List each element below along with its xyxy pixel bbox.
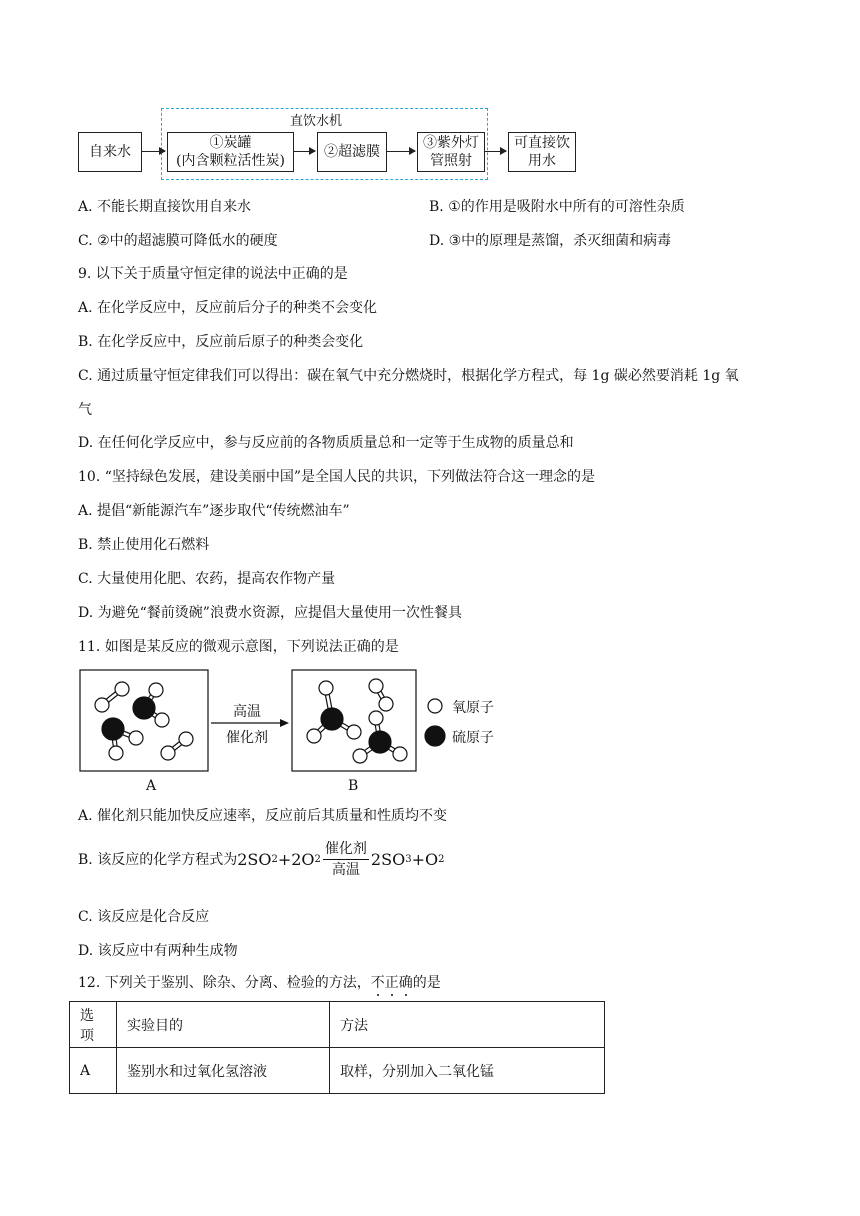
q10-option-b: B. 禁止使用化石燃料 — [78, 537, 210, 553]
box-carbon-tank: ①炭罐 (内含颗粒活性炭) — [167, 132, 294, 172]
q8-option-c: C. ②中的超滤膜可降低水的硬度 — [78, 233, 278, 249]
label-frame-a: A — [146, 778, 157, 794]
arrow-3 — [386, 151, 415, 152]
q12-options-table — [69, 1001, 605, 1094]
q11-option-d: D. 该反应中有两种生成物 — [78, 943, 238, 959]
table-row — [70, 1048, 605, 1094]
q11-option-b: B. 该反应的化学方程式为 2SO 2 +2O 2 $\frac{\text{催化剂}}{\text{高温}}$ 2SO 3 +O 2 — [78, 841, 445, 878]
box-drinkable-water: 可直接饮 用水 — [508, 132, 576, 172]
legend-oxygen-label: 氧原子 — [452, 700, 494, 716]
box-tap-water: 自来水 — [78, 132, 142, 172]
q12-stem: 12. 下列关于鉴别、除杂、分离、检验的方法，不正确的是 — [78, 975, 441, 991]
cell-purpose: 鉴别水和过氧化氢溶液 — [117, 1048, 330, 1094]
group-title: 直饮水机 — [290, 114, 343, 129]
table-header-row — [70, 1002, 605, 1048]
cell-method: 取样，分别加入二氧化锰 — [330, 1048, 605, 1094]
emphasis-char: 不 — [370, 975, 385, 991]
label-frame-b: B — [348, 778, 359, 794]
header-purpose: 实验目的 — [117, 1002, 330, 1048]
q8-option-d: D. ③中的原理是蒸馏，杀灭细菌和病毒 — [429, 233, 672, 249]
emphasis-char: 确 — [398, 975, 413, 991]
frame-before — [80, 670, 208, 771]
legend-sulfur-label: 硫原子 — [452, 730, 494, 746]
arrow-4 — [484, 151, 506, 152]
q9-stem: 9. 以下关于质量守恒定律的说法中正确的是 — [78, 266, 348, 282]
oxygen-atom-icon — [428, 699, 442, 713]
q10-option-a: A. 提倡“新能源汽车”逐步取代“传统燃油车” — [78, 503, 350, 519]
sulfur-atom-icon — [425, 726, 445, 746]
emphasis-char: 正 — [384, 975, 399, 991]
q10-stem: 10. “坚持绿色发展，建设美丽中国”是全国人民的共识，下列做法符合这一理念的是 — [78, 469, 596, 485]
header-option: 选项 — [70, 1002, 117, 1048]
box-ultrafilter: ②超滤膜 — [317, 132, 387, 172]
header-method: 方法 — [330, 1002, 605, 1048]
equation: 2SO 2 +2O 2 $\frac{\text{催化剂}}{\text{高温}}$ 2SO 3 +O 2 — [237, 841, 445, 878]
q9-option-c-line1: C. 通过质量守恒定律我们可以得出：碳在氧气中充分燃烧时，根据化学方程式，每 1g 碳必然要消耗 1g 氧 — [78, 368, 739, 384]
q10-option-d: D. 为避免“餐前烫碗”浪费水资源，应提倡大量使用一次性餐具 — [78, 605, 462, 621]
q11-option-c: C. 该反应是化合反应 — [78, 909, 210, 925]
q9-option-c-line2: 气 — [78, 402, 92, 418]
q9-option-b: B. 在化学反应中，反应前后原子的种类会变化 — [78, 334, 364, 350]
q9-option-d: D. 在任何化学反应中，参与反应前的各物质质量总和一定等于生成物的质量总和 — [78, 435, 574, 451]
box-uv-lamp: ③紫外灯 管照射 — [417, 132, 485, 172]
q10-option-c: C. 大量使用化肥、农药，提高农作物产量 — [78, 571, 336, 587]
q9-option-a: A. 在化学反应中，反应前后分子的种类不会变化 — [78, 300, 378, 316]
condition-high-temp: 高温 — [233, 704, 261, 720]
arrow-1 — [141, 151, 165, 152]
condition-catalyst: 催化剂 — [226, 730, 268, 746]
reaction-diagram — [78, 666, 508, 796]
q11-stem: 11. 如图是某反应的微观示意图，下列说法正确的是 — [78, 639, 399, 655]
q8-option-b: B. ①的作用是吸附水中所有的可溶性杂质 — [429, 199, 685, 215]
cell-option: A — [70, 1048, 117, 1094]
arrow-2 — [293, 151, 315, 152]
equation-condition: $\frac{\text{催化剂}}{\text{高温}}$ — [324, 841, 367, 878]
q11-option-a: A. 催化剂只能加快反应速率，反应前后其质量和性质均不变 — [78, 808, 448, 824]
q8-option-a: A. 不能长期直接饮用自来水 — [78, 199, 252, 215]
